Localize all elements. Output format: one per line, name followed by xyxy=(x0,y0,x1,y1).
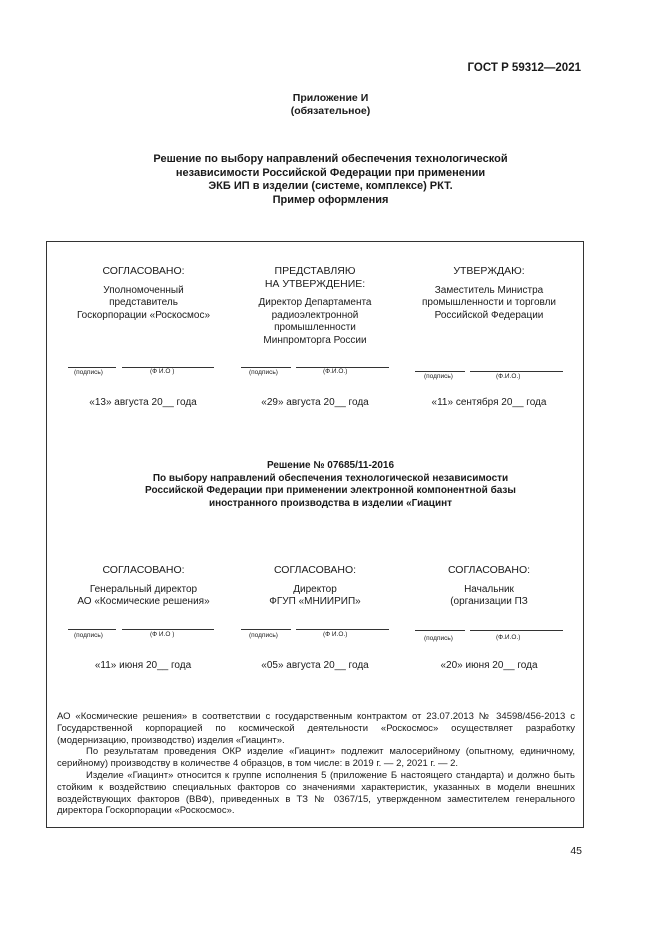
agreement-column-3 xyxy=(400,564,578,609)
decision-line-3: иностранного производства в изделии «Гиацинт xyxy=(208,497,453,509)
body-paragraph-2: По результатам проведения ОКР изделие «Гиацинт» подлежит малосерийному (опытному, единичному, серийному) производству в количестве 4 образцов, в том числе: в 2019 г. — 2, 2021 г. — 2. xyxy=(57,746,575,770)
signature-line xyxy=(68,367,116,368)
column-2-line-4: Минпромторга России xyxy=(263,334,367,346)
column-1-line-3: Госкорпорации «Роскосмос» xyxy=(76,309,211,321)
agreement-2-line-2: ФГУП «МНИИРИП» xyxy=(269,596,361,607)
title-line-2: независимости Российской Федерации при применении xyxy=(175,166,486,179)
name-caption: (Ф.И.О.) xyxy=(496,373,521,380)
date-3: «11» сентября 20__ года xyxy=(431,397,547,408)
name-caption: (Ф И.О ) xyxy=(150,631,175,638)
title-line-1: Решение по выбору направлений обеспечения технологической xyxy=(153,153,508,165)
column-1-heading: СОГЛАСОВАНО: xyxy=(102,265,185,277)
signature-line xyxy=(241,367,291,368)
signature-caption: (подпись) xyxy=(424,635,453,642)
signature-line xyxy=(415,630,465,631)
date-5: «05» августа 20__ года xyxy=(261,660,369,671)
agreement-3-heading: СОГЛАСОВАНО: xyxy=(447,564,531,576)
column-3-line-1: Заместитель Министра xyxy=(434,284,544,296)
agreement-2-line-1: Директор xyxy=(293,583,337,595)
signature-caption: (подпись) xyxy=(74,632,103,639)
name-caption: (Ф.И.О.) xyxy=(496,634,521,641)
name-line xyxy=(470,371,563,372)
signature-caption: (подпись) xyxy=(424,373,453,380)
column-2-line-1: Директор Департамента xyxy=(258,297,372,308)
signature-caption: (подпись) xyxy=(249,632,278,639)
agreement-column-1 xyxy=(56,564,231,609)
approval-column-2 xyxy=(230,265,400,347)
date-6: «20» июня 20__ года xyxy=(440,660,538,671)
decision-number: Решение № 07685/11-2016 xyxy=(266,460,395,471)
name-caption: (Ф.И.О.) xyxy=(323,368,348,375)
title-line-3: ЭКБ ИП в изделии (системе, комплексе) РКТ. xyxy=(208,180,453,192)
agreement-2-heading: СОГЛАСОВАНО: xyxy=(273,564,357,576)
agreement-3-line-1: Начальник xyxy=(464,583,514,595)
agreement-column-2 xyxy=(230,564,400,609)
standard-designation: ГОСТ Р 59312—2021 xyxy=(467,62,581,74)
signature-caption: (подпись) xyxy=(249,369,278,376)
date-2: «29» августа 20__ года xyxy=(261,397,369,408)
signature-line xyxy=(415,371,465,372)
agreement-1-line-1: Генеральный директор xyxy=(89,583,198,595)
column-1-line-1: Уполномоченный xyxy=(103,284,184,296)
date-1: «13» августа 20__ года xyxy=(89,397,197,408)
column-2-heading-1: ПРЕДСТАВЛЯЮ xyxy=(274,265,356,277)
signature-caption: (подпись) xyxy=(74,369,103,376)
signature-line xyxy=(241,629,291,630)
decision-body xyxy=(57,711,575,817)
signature-line xyxy=(68,629,116,630)
name-line xyxy=(122,629,214,630)
decision-line-2: Российской Федерации при применении электронной компонентной базы xyxy=(145,485,516,496)
appendix-heading xyxy=(0,92,661,118)
agreement-1-line-2: АО «Космические решения» xyxy=(77,596,210,607)
appendix-status: (обязательное) xyxy=(290,105,371,117)
approval-column-3 xyxy=(400,265,578,322)
decision-heading xyxy=(0,460,661,510)
column-3-line-3: Российской Федерации xyxy=(434,309,544,321)
page-number: 45 xyxy=(570,845,582,857)
decision-line-1: По выбору направлений обеспечения технологической независимости xyxy=(152,472,509,484)
body-paragraph-1: АО «Космические решения» в соответствии с государственным контрактом от 23.07.2013 № 34598/456-2013 с Государственной корпорацией по космической деятельности «Роскосмос» осуществляет разработку (модернизацию, производство) изделия «Гиацинт». xyxy=(57,711,575,746)
agreement-1-heading: СОГЛАСОВАНО: xyxy=(102,564,185,576)
name-line xyxy=(296,629,389,630)
document-title xyxy=(0,153,661,207)
column-3-heading: УТВЕРЖДАЮ: xyxy=(453,265,525,277)
agreement-3-line-2: (организации ПЗ xyxy=(450,596,528,607)
name-caption: (Ф И.О.) xyxy=(323,631,348,638)
appendix-title: Приложение И xyxy=(292,92,369,104)
body-paragraph-3: Изделие «Гиацинт» относится к группе исполнения 5 (приложение Б настоящего стандарта) и должно быть стойким к воздействию специальных факторов со значениями характеристик, указанных в модели внешних воздействующих факторов (ВВФ), приведенных в ТЗ № 0367/15, утвержденном заместителем генерального директора Госкорпорации «Роскосмос». xyxy=(57,769,575,817)
name-line xyxy=(470,630,563,631)
approval-column-1 xyxy=(56,265,231,322)
column-3-line-2: промышленности и торговли xyxy=(421,297,557,308)
column-1-line-2: представитель xyxy=(109,297,178,308)
title-line-4: Пример оформления xyxy=(272,193,389,206)
date-4: «11» июня 20__ года xyxy=(94,660,192,671)
column-2-line-2: радиоэлектронной xyxy=(271,309,359,321)
name-caption: (Ф И.О ) xyxy=(150,368,175,375)
column-2-line-3: промышленности xyxy=(274,322,356,333)
column-2-heading-2: НА УТВЕРЖДЕНИЕ: xyxy=(264,277,366,290)
